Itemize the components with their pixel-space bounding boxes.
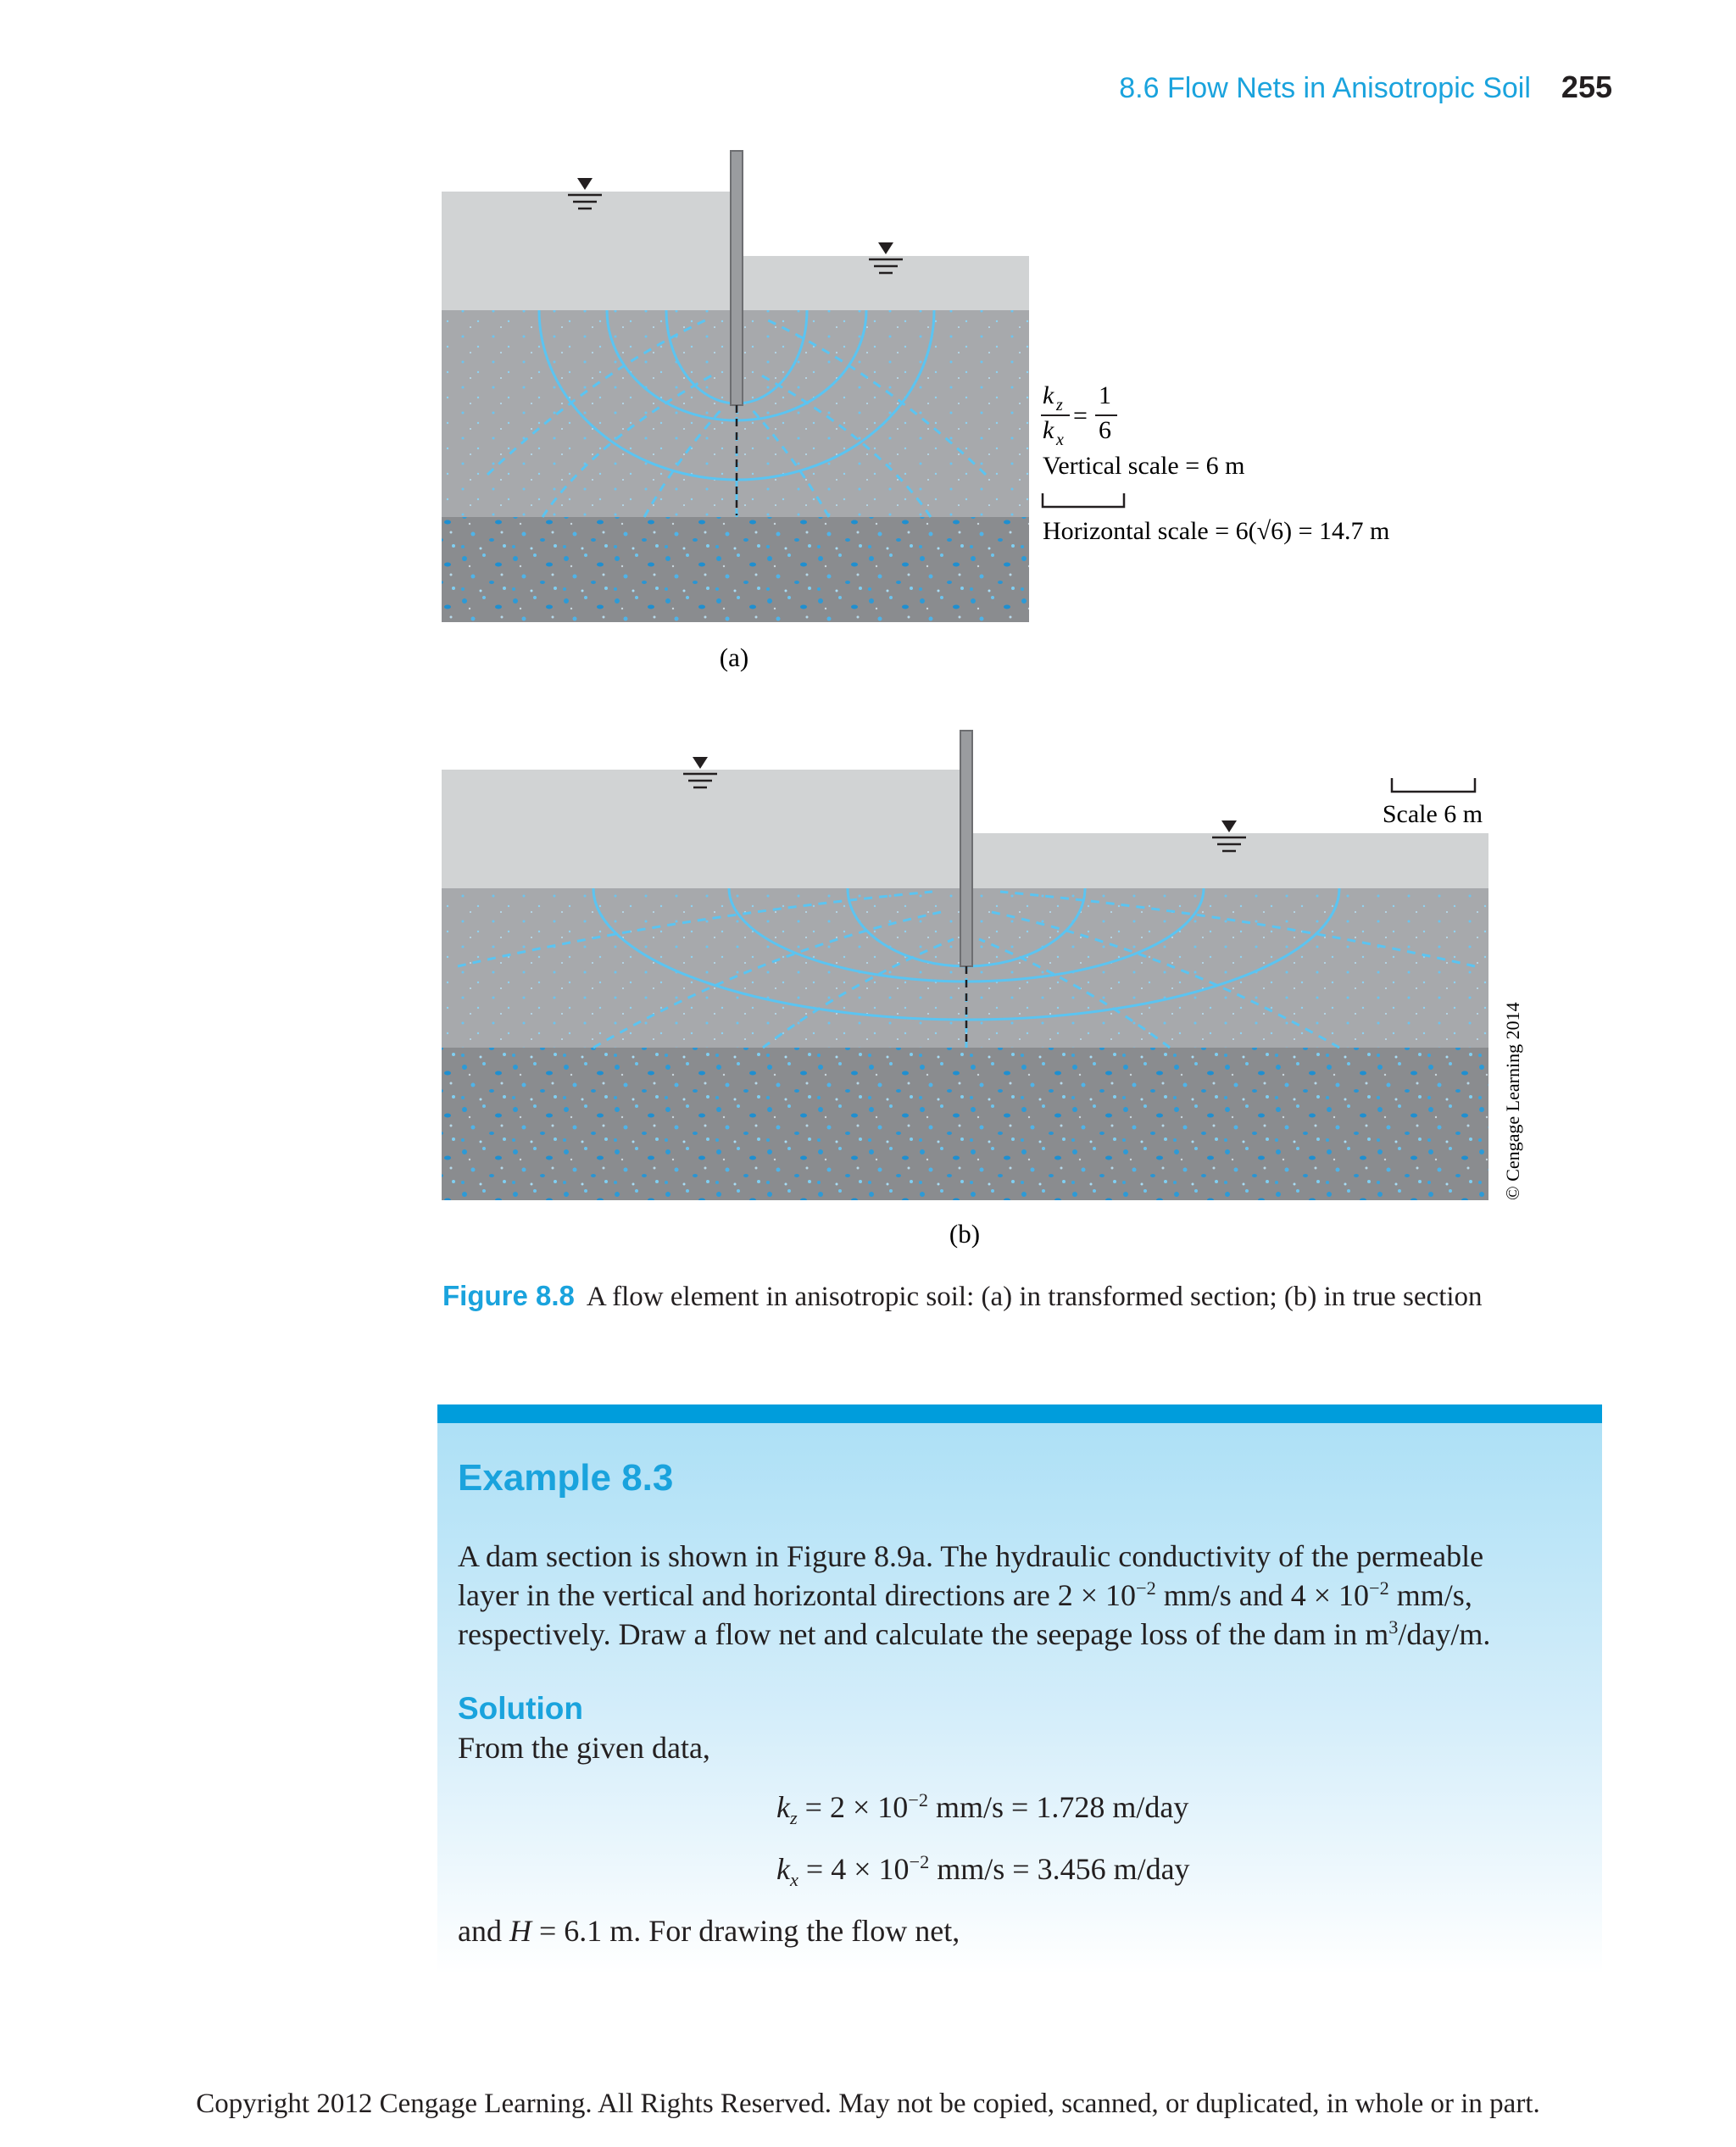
impermeable-layer bbox=[442, 517, 1029, 622]
equation-kz: $k_z = 2 \times 10^{-2}$ mm/s = 1.728 m/day bbox=[776, 1789, 1189, 1829]
ratio-value-numerator: 1 bbox=[1099, 381, 1111, 409]
panel-label-a: (a) bbox=[719, 642, 749, 672]
ratio-value-denominator: 6 bbox=[1099, 416, 1111, 444]
ratio-numerator-sub: z bbox=[1056, 396, 1063, 414]
example-line-1: A dam section is shown in Figure 8.9a. The hydraulic conductivity of the permeable bbox=[458, 1539, 1484, 1573]
solution-intro: From the given data, bbox=[458, 1731, 710, 1765]
example-title: Example 8.3 bbox=[458, 1457, 674, 1499]
section-title: 8.6 Flow Nets in Anisotropic Soil bbox=[1119, 72, 1531, 104]
panel-label-b: (b) bbox=[949, 1219, 981, 1249]
ratio-denominator-sub: x bbox=[1056, 431, 1064, 449]
equation-kx: $k_x = 4 \times 10^{-2}$ mm/s = 3.456 m/day bbox=[776, 1851, 1190, 1891]
head-statement: and H = 6.1 m. For drawing the flow net, bbox=[458, 1914, 960, 1948]
figure-caption bbox=[442, 1280, 1483, 1313]
scale-bar-b bbox=[1392, 778, 1475, 792]
copyright-footer: Copyright 2012 Cengage Learning. All Rights Reserved. May not be copied, scanned, or duplicated, in whole or in part. bbox=[196, 2089, 1540, 2119]
conductivity-ratio bbox=[1041, 381, 1117, 449]
impermeable-layer-b bbox=[442, 1048, 1488, 1200]
example-box bbox=[437, 1404, 1602, 1974]
tailwater-b bbox=[962, 833, 1488, 888]
page-number: 255 bbox=[1561, 70, 1612, 104]
scale-bar-a bbox=[1043, 493, 1124, 507]
ratio-numerator-symbol: k bbox=[1043, 381, 1054, 409]
copyright-credit: © Cengage Learning 2014 bbox=[1502, 1002, 1523, 1200]
caption-text: A flow element in anisotropic soil: (a) in transformed section; (b) in true section bbox=[586, 1282, 1483, 1312]
vertical-scale-label: Vertical scale = 6 m bbox=[1043, 452, 1245, 480]
ratio-equals: = bbox=[1073, 402, 1088, 430]
example-statement bbox=[458, 1537, 1594, 1654]
example-line-3: respectively. Draw a flow net and calculate the seepage loss of the dam in $m^3/day/m$. bbox=[458, 1616, 1491, 1651]
ratio-denominator-symbol: k bbox=[1043, 416, 1054, 444]
figure-number: Figure 8.8 bbox=[442, 1280, 575, 1311]
sheet-pile-b bbox=[960, 731, 972, 966]
scale-label-b: Scale 6 m bbox=[1382, 800, 1483, 828]
horizontal-scale-label: Horizontal scale = 6(√6) = 14.7 m bbox=[1043, 517, 1390, 545]
solution-title: Solution bbox=[458, 1691, 583, 1726]
example-line-2: layer in the vertical and horizontal directions are $2 \times 10^{-2}$ mm/s and $4 \times 10^{-2}$ mm/s, bbox=[458, 1577, 1472, 1612]
tailwater bbox=[737, 256, 1029, 310]
sheet-pile bbox=[731, 151, 743, 405]
